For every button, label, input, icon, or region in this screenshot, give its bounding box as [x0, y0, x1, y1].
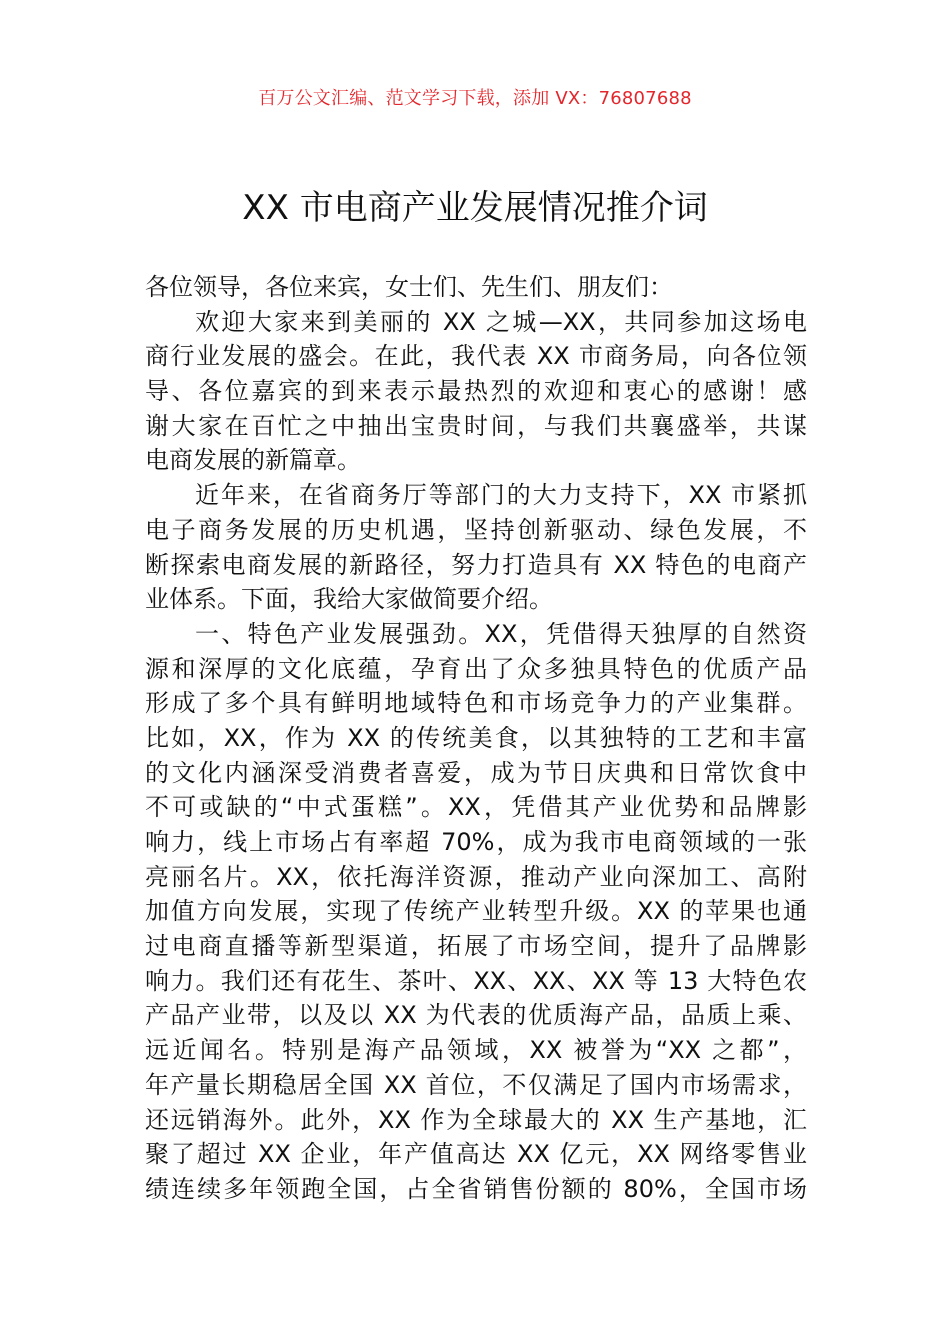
text-line: 源和深厚的文化底蕴，孕育出了众多独具特色的优质产品 — [145, 654, 807, 683]
text-line: 过电商直播等新型渠道，拓展了市场空间，提升了品牌影 — [145, 932, 807, 961]
text-line: 还远销海外。此外，XX 作为全球最大的 XX 生产基地，汇 — [145, 1105, 807, 1134]
text-line: 电商发展的新篇章。 — [145, 446, 361, 475]
text-line: 各位领导，各位来宾，女士们、先生们、朋友们： — [145, 273, 673, 301]
document-title: XX 市电商产业发展情况推介词 — [242, 188, 708, 228]
text-line: 响力，线上市场占有率超 70%，成为我市电商领域的一张 — [145, 828, 807, 856]
paragraph — [145, 270, 807, 305]
text-line: 欢迎大家来到美丽的 XX 之城—XX，共同参加这场电 — [195, 307, 807, 336]
text-line: 远近闻名。特别是海产品领域，XX 被誉为“XX 之都”， — [145, 1036, 807, 1065]
text-line: 绩连续多年领跑全国，占全省销售份额的 80%，全国市场 — [145, 1174, 807, 1203]
text-line: 比如，XX，作为 XX 的传统美食，以其独特的工艺和丰富 — [145, 723, 807, 752]
paragraph — [145, 305, 807, 478]
text-line: 业体系。下面，我给大家做简要介绍。 — [145, 585, 553, 614]
text-line: 近年来，在省商务厅等部门的大力支持下，XX 市紧抓 — [195, 481, 807, 510]
text-line: 形成了多个具有鲜明地域特色和市场竞争力的产业集群。 — [145, 689, 807, 718]
text-line: 加值方向发展，实现了传统产业转型升级。XX 的苹果也通 — [145, 897, 807, 926]
text-line: 断探索电商发展的新路径，努力打造具有 XX 特色的电商产 — [145, 550, 807, 579]
text-line: 谢大家在百忙之中抽出宝贵时间，与我们共襄盛举，共谋 — [145, 411, 807, 440]
text-line: 年产量长期稳居全国 XX 首位，不仅满足了国内市场需求， — [145, 1070, 807, 1099]
text-line: 一、特色产业发展强劲。XX，凭借得天独厚的自然资 — [195, 619, 807, 648]
text-line: 亮丽名片。XX，依托海洋资源，推动产业向深加工、高附 — [145, 862, 807, 891]
text-line: 商行业发展的盛会。在此，我代表 XX 市商务局，向各位领 — [145, 342, 807, 371]
text-line: 电子商务发展的历史机遇，坚持创新驱动、绿色发展，不 — [145, 515, 807, 544]
text-line: 不可或缺的“中式蛋糕”。XX，凭借其产业优势和品牌影 — [145, 793, 807, 822]
text-line: 导、各位嘉宾的到来表示最热烈的欢迎和衷心的感谢！感 — [145, 377, 807, 406]
watermark-header: 百万公文汇编、范文学习下载，添加 VX：76807688 — [258, 88, 692, 109]
text-line: 聚了超过 XX 企业，年产值高达 XX 亿元，XX 网络零售业 — [145, 1140, 807, 1169]
text-line: 的文化内涵深受消费者喜爱，成为节日庆典和日常饮食中 — [145, 758, 807, 787]
document-body — [145, 270, 807, 1207]
paragraph — [145, 617, 807, 1207]
paragraph — [145, 478, 807, 617]
text-line: 响力。我们还有花生、茶叶、XX、XX、XX 等 13 大特色农 — [145, 966, 807, 995]
text-line: 产品产业带，以及以 XX 为代表的优质海产品，品质上乘、 — [145, 1001, 807, 1030]
